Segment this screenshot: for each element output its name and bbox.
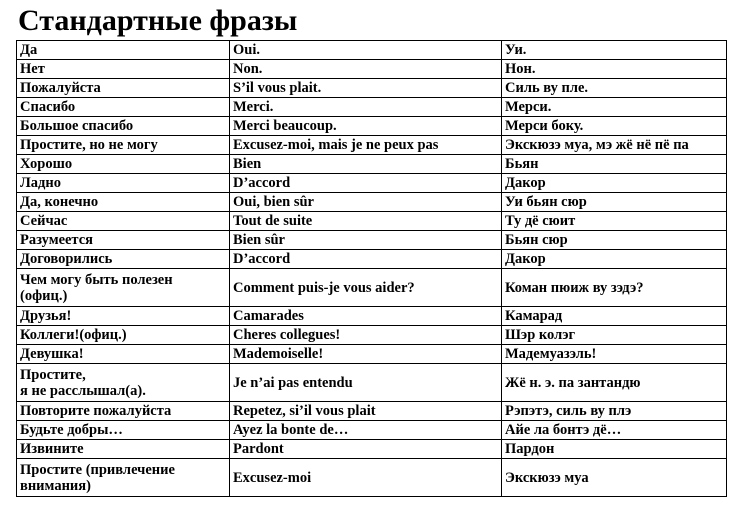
- russian-phrase-cell: Разумеется: [17, 231, 230, 250]
- russian-phrase-cell: Коллеги!(офиц.): [17, 326, 230, 345]
- pronunciation-cell: Мерси боку.: [502, 117, 727, 136]
- french-phrase-cell: Excusez-moi, mais je ne peux pas: [230, 136, 502, 155]
- table-row: [17, 440, 727, 459]
- russian-phrase-cell: Спасибо: [17, 98, 230, 117]
- table-row: [17, 79, 727, 98]
- pronunciation-cell: Экскюзэ муа: [502, 459, 727, 497]
- russian-phrase-cell: Простите, но не могу: [17, 136, 230, 155]
- french-phrase-cell: Ayez la bonte de…: [230, 421, 502, 440]
- pronunciation-cell: Уи.: [502, 41, 727, 60]
- french-phrase-cell: D’accord: [230, 174, 502, 193]
- pronunciation-cell: Экскюзэ муа, мэ жё нё пё па: [502, 136, 727, 155]
- russian-phrase-cell: Пожалуйста: [17, 79, 230, 98]
- russian-phrase-cell: Друзья!: [17, 307, 230, 326]
- french-phrase-cell: Oui.: [230, 41, 502, 60]
- table-row: [17, 41, 727, 60]
- pronunciation-cell: Дакор: [502, 174, 727, 193]
- table-row: [17, 231, 727, 250]
- french-phrase-cell: Cheres collegues!: [230, 326, 502, 345]
- pronunciation-cell: Коман пюиж ву зэдэ?: [502, 269, 727, 307]
- phrases-table: [16, 40, 727, 497]
- table-row: [17, 212, 727, 231]
- russian-phrase-cell: Нет: [17, 60, 230, 79]
- table-row: [17, 326, 727, 345]
- french-phrase-cell: S’il vous plait.: [230, 79, 502, 98]
- french-phrase-cell: D’accord: [230, 250, 502, 269]
- french-phrase-cell: Camarades: [230, 307, 502, 326]
- pronunciation-cell: Камарад: [502, 307, 727, 326]
- pronunciation-cell: Жё н. э. па зантандю: [502, 364, 727, 402]
- french-phrase-cell: Non.: [230, 60, 502, 79]
- table-row: [17, 269, 727, 307]
- french-phrase-cell: Bien: [230, 155, 502, 174]
- phrases-table-body: [17, 41, 727, 497]
- pronunciation-cell: Шэр колэг: [502, 326, 727, 345]
- russian-phrase-cell: Ладно: [17, 174, 230, 193]
- table-row: [17, 402, 727, 421]
- page-title: Стандартные фразы: [18, 4, 298, 37]
- pronunciation-cell: Дакор: [502, 250, 727, 269]
- russian-phrase-cell: Большое спасибо: [17, 117, 230, 136]
- table-row: [17, 117, 727, 136]
- russian-phrase-cell: Повторите пожалуйста: [17, 402, 230, 421]
- pronunciation-cell: Бьян сюр: [502, 231, 727, 250]
- russian-phrase-cell: Сейчас: [17, 212, 230, 231]
- russian-phrase-cell: Простите, я не расслышал(а).: [17, 364, 230, 402]
- french-phrase-cell: Pardont: [230, 440, 502, 459]
- russian-phrase-cell: Чем могу быть полезен (офиц.): [17, 269, 230, 307]
- french-phrase-cell: Repetez, si’il vous plait: [230, 402, 502, 421]
- table-row: [17, 98, 727, 117]
- table-row: [17, 155, 727, 174]
- russian-phrase-cell: Извините: [17, 440, 230, 459]
- table-row: [17, 60, 727, 79]
- russian-phrase-cell: Договорились: [17, 250, 230, 269]
- pronunciation-cell: Бьян: [502, 155, 727, 174]
- french-phrase-cell: Bien sûr: [230, 231, 502, 250]
- pronunciation-cell: Нон.: [502, 60, 727, 79]
- pronunciation-cell: Айе ла бонтэ дё…: [502, 421, 727, 440]
- table-row: [17, 193, 727, 212]
- table-row: [17, 250, 727, 269]
- pronunciation-cell: Ту дё сюит: [502, 212, 727, 231]
- french-phrase-cell: Comment puis-je vous aider?: [230, 269, 502, 307]
- french-phrase-cell: Je n’ai pas entendu: [230, 364, 502, 402]
- pronunciation-cell: Пардон: [502, 440, 727, 459]
- french-phrase-cell: Tout de suite: [230, 212, 502, 231]
- russian-phrase-cell: Хорошо: [17, 155, 230, 174]
- russian-phrase-cell: Да, конечно: [17, 193, 230, 212]
- pronunciation-cell: Уи бьян сюр: [502, 193, 727, 212]
- table-row: [17, 364, 727, 402]
- russian-phrase-cell: Будьте добры…: [17, 421, 230, 440]
- russian-phrase-cell: Простите (привлечение внимания): [17, 459, 230, 497]
- table-row: [17, 136, 727, 155]
- table-row: [17, 345, 727, 364]
- pronunciation-cell: Мерси.: [502, 98, 727, 117]
- table-row: [17, 174, 727, 193]
- french-phrase-cell: Oui, bien sûr: [230, 193, 502, 212]
- russian-phrase-cell: Девушка!: [17, 345, 230, 364]
- french-phrase-cell: Mademoiselle!: [230, 345, 502, 364]
- pronunciation-cell: Рэпэтэ, силь ву плэ: [502, 402, 727, 421]
- pronunciation-cell: Мадемуазэль!: [502, 345, 727, 364]
- russian-phrase-cell: Да: [17, 41, 230, 60]
- french-phrase-cell: Excusez-moi: [230, 459, 502, 497]
- french-phrase-cell: Merci.: [230, 98, 502, 117]
- pronunciation-cell: Силь ву пле.: [502, 79, 727, 98]
- table-row: [17, 421, 727, 440]
- french-phrase-cell: Merci beaucoup.: [230, 117, 502, 136]
- table-row: [17, 307, 727, 326]
- table-row: [17, 459, 727, 497]
